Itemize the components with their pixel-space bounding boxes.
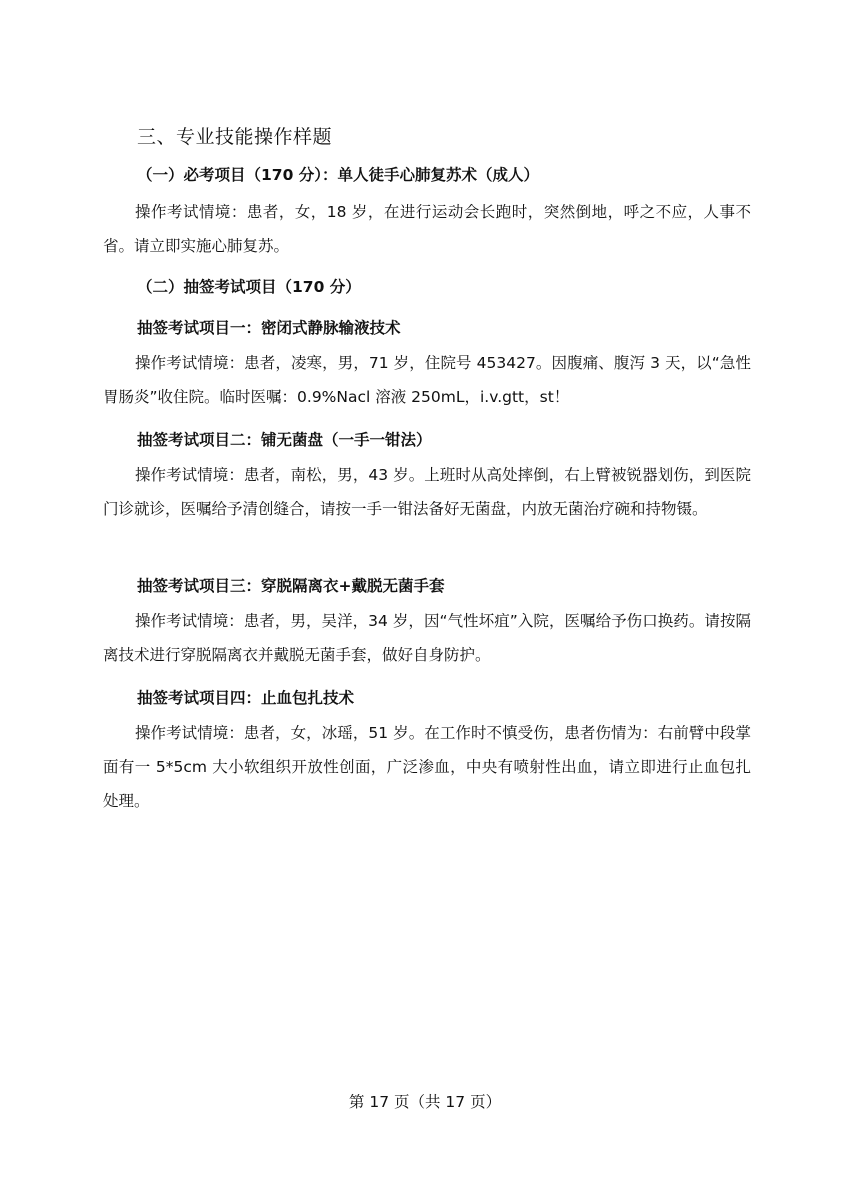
required-item-heading: （一）必考项目（170 分）：单人徒手心肺复苏术（成人） [137,166,540,184]
required-item-scenario: 操作考试情境：患者，女，18 岁，在进行运动会长跑时，突然倒地，呼之不应，人事不省。请立即实施心肺复苏。 [103,203,751,255]
section-title: 三、专业技能操作样题 [137,126,333,148]
page-number-footer: 第 17 页（共 17 页） [348,1093,502,1111]
draw-item-2-title: 抽签考试项目二：铺无菌盘（一手一钳法） [137,431,432,449]
draw-item-4-title: 抽签考试项目四：止血包扎技术 [137,689,355,707]
draw-item-4-scenario: 操作考试情境：患者，女，冰瑶，51 岁。在工作时不慎受伤，患者伤情为：右前臂中段掌面有一 5*5cm 大小软组织开放性创面，广泛渗血，中央有喷射性出血，请立即进行止血包扎处理。 [103,724,751,810]
draw-item-3-scenario: 操作考试情境：患者，男，吴洋，34 岁，因“气性坏疽”入院，医嘱给予伤口换药。请按隔离技术进行穿脱隔离衣并戴脱无菌手套，做好自身防护。 [103,612,751,664]
draw-items-heading: （二）抽签考试项目（170 分） [137,278,361,296]
draw-item-3-title: 抽签考试项目三：穿脱隔离衣+戴脱无菌手套 [137,577,445,595]
draw-item-1-title: 抽签考试项目一：密闭式静脉输液技术 [137,319,401,337]
draw-item-2-scenario: 操作考试情境：患者，南松，男，43 岁。上班时从高处摔倒，右上臂被锐器划伤，到医院门诊就诊，医嘱给予清创缝合，请按一手一钳法备好无菌盘，内放无菌治疗碗和持物镊。 [103,466,751,518]
draw-item-1-scenario: 操作考试情境：患者，凌寒，男，71 岁，住院号 453427。因腹痛、腹泻 3 天，以“急性胃肠炎”收住院。临时医嘱：0.9%Nacl 溶液 250mL，i.v.gtt，st！ [103,354,751,406]
